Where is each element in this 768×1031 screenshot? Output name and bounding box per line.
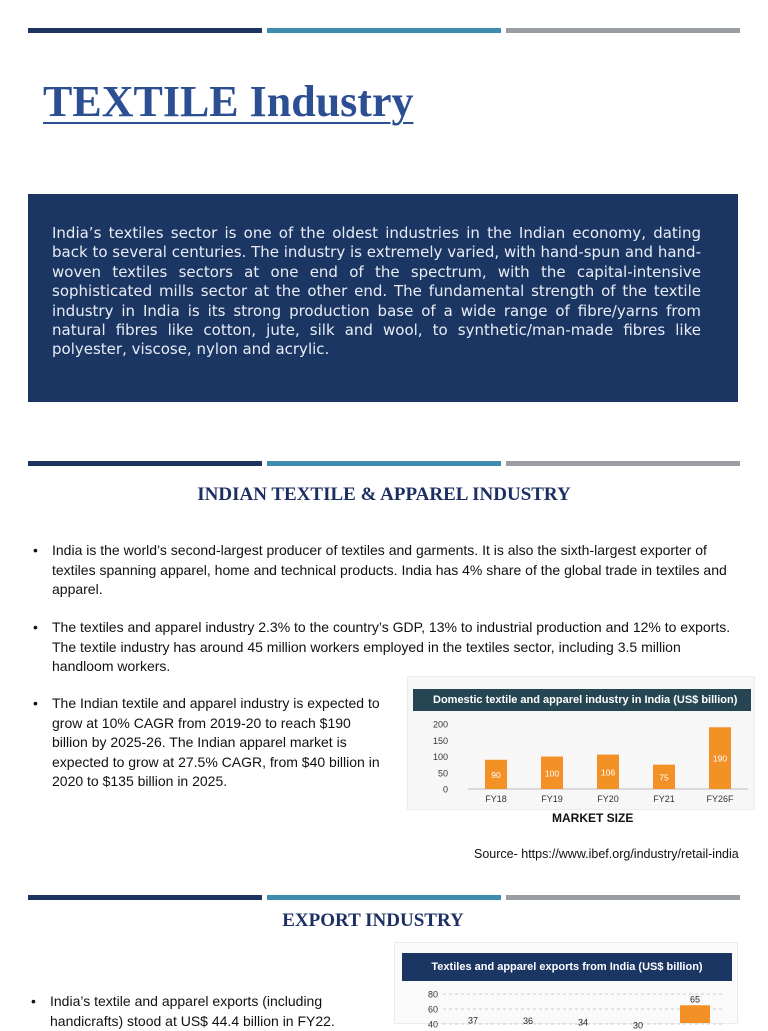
- section-heading-textile-apparel: INDIAN TEXTILE & APPAREL INDUSTRY: [197, 484, 571, 505]
- section-rule-1: [28, 461, 740, 466]
- bullet-dot: •: [33, 542, 38, 558]
- rule-segment-navy: [28, 895, 262, 900]
- data-label: 37: [467, 1015, 479, 1026]
- bullet-dot: •: [31, 993, 36, 1009]
- data-label: 34: [577, 1017, 589, 1028]
- chart-plot-area: [408, 677, 754, 809]
- list-item: [33, 618, 743, 677]
- rule-segment-gray: [506, 28, 740, 33]
- market-size-chart: [407, 676, 755, 810]
- y-tick-label: 40: [427, 1019, 438, 1030]
- rule-segment-gray: [506, 895, 740, 900]
- data-label: 100: [544, 768, 560, 779]
- header-rule: [28, 28, 740, 33]
- section-heading-export: EXPORT INDUSTRY: [282, 910, 464, 931]
- exports-chart: [394, 942, 738, 1031]
- bullet-text: India’s textile and apparel exports (including handicrafts) stood at US$ 44.4 billion in FY22.: [50, 993, 335, 1029]
- y-tick-label: 60: [427, 1004, 438, 1015]
- bullet-text: India is the world’s second-largest producer of textiles and garments. It is also the sixth-largest exporter of textiles spanning apparel, home and technical products. India has 4% share of the global trade in textiles and apparel.: [52, 542, 727, 597]
- intro-box: [28, 194, 738, 402]
- chart-title: Textiles and apparel exports from India (US$ billion): [402, 953, 732, 981]
- chart-title: Domestic textile and apparel industry in India (US$ billion): [413, 689, 751, 711]
- list-item: [31, 992, 361, 1031]
- section-rule-2: [28, 895, 740, 900]
- data-label: 30: [632, 1020, 644, 1031]
- bar: [680, 1005, 710, 1023]
- rule-segment-blue: [267, 461, 501, 466]
- x-tick-label: FY20: [597, 794, 619, 804]
- x-tick-label: FY26F: [706, 794, 734, 804]
- x-tick-label: FY21: [653, 794, 675, 804]
- rule-segment-gray: [506, 461, 740, 466]
- data-label: 106: [600, 767, 616, 778]
- y-tick-label: 0: [442, 784, 448, 795]
- rule-segment-navy: [28, 28, 262, 33]
- rule-segment-navy: [28, 461, 262, 466]
- page-title: TEXTILE Industry: [43, 77, 414, 126]
- bullet-dot: •: [33, 619, 38, 635]
- data-label: 36: [522, 1016, 534, 1026]
- data-label: 190: [712, 753, 728, 764]
- y-tick-label: 150: [432, 735, 448, 746]
- bullet-text: The Indian textile and apparel industry is expected to grow at 10% CAGR from 2019-20 to reach $190 billion by 2025-26. The Indian apparel market is expected to grow at 27.5% CAGR, from $40 billion in 2020 to $135 billion in 2025.: [52, 695, 380, 789]
- source-citation: Source- https://www.ibef.org/industry/retail-india: [474, 847, 739, 861]
- rule-segment-blue: [267, 28, 501, 33]
- x-tick-label: FY19: [541, 794, 563, 804]
- y-tick-label: 50: [437, 768, 448, 779]
- bullet-text: The textiles and apparel industry 2.3% to the country’s GDP, 13% to industrial production and 12% to exports. The textile industry has around 45 million workers employed in the textiles sector, including 3.5 million handloom workers.: [52, 619, 731, 674]
- chart-caption: MARKET SIZE: [552, 811, 634, 825]
- x-tick-label: FY18: [485, 794, 507, 804]
- list-item: [33, 541, 743, 600]
- bullet-dot: •: [33, 695, 38, 711]
- data-label: 90: [491, 769, 501, 780]
- data-label: 65: [689, 994, 701, 1005]
- y-tick-label: 80: [427, 989, 438, 1000]
- chart-plot-area: [395, 943, 737, 1031]
- y-tick-label: 100: [432, 752, 448, 762]
- data-label: 75: [659, 772, 669, 783]
- rule-segment-blue: [267, 895, 501, 900]
- y-tick-label: 200: [432, 719, 448, 730]
- list-item: [33, 694, 385, 792]
- intro-paragraph: India’s textiles sector is one of the oldest industries in the Indian economy, dating back to several centuries. The industry is extremely varied, with hand-spun and hand-woven textiles sectors at one end of the spectrum, with the capital-intensive sophisticated mills sector at the other end. The fundamental strength of the textile industry in India is its strong production base of a wide range of fibre/yarns from natural fibres like cotton, jute, silk and wool, to synthetic/man-made fibres like polyester, viscose, nylon and acrylic.: [52, 224, 701, 359]
